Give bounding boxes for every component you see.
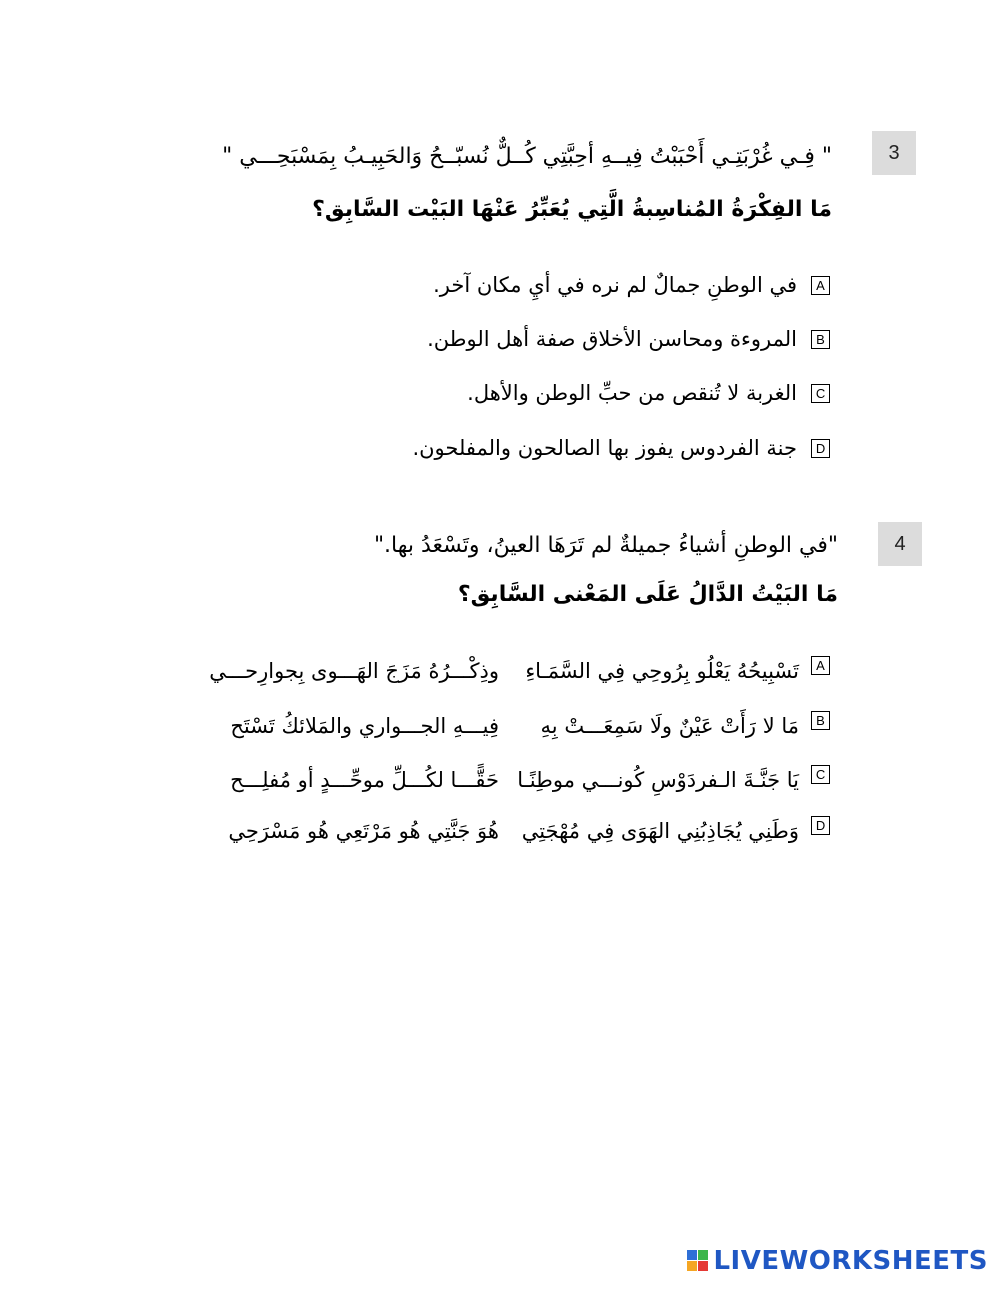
option-letter: D	[811, 439, 830, 458]
question-text: مَا البَيْتُ الدَّالُ عَلَى المَعْنى السَّابِق؟	[457, 582, 838, 607]
verse-first-hemistich: يَا جَنَّـةَ الـفردَوْسِ كُونـــي موطِنًـا	[517, 768, 799, 792]
option-letter: A	[811, 656, 830, 675]
liveworksheets-logo	[687, 1246, 988, 1276]
verse-first-hemistich: تَسْبِيحُهُ يَعْلُو بِرُوحِي فِي السَّمَـاءِ	[525, 659, 799, 683]
verse-second-hemistich: فِيـــهِ الجـــواري والمَلائكُ تَسْتَح	[230, 714, 499, 738]
question-prompt: " فِـي غُرْبَتِـي أَحْبَبْتُ فِيــهِ أحِبَّتِي كُــلٌّ نُسبّــحُ وَالحَبِيـبُ بِمَسْبَحِـــي "	[222, 144, 832, 169]
option-b[interactable]	[130, 324, 830, 354]
question-text: مَا الفِكْرَةُ المُناسِبةُ الَّتِي يُعَبِّرُ عَنْهَا البَيْت السَّابِق؟	[312, 197, 832, 222]
question-number	[878, 522, 922, 566]
brand-logo-icon	[687, 1250, 709, 1272]
option-text: المروءة ومحاسن الأخلاق صفة أهل الوطن.	[427, 327, 797, 351]
verse-first-hemistich: وَطَنِي يُجَاذِبُنِي الهَوَى فِي مُهْجَتِي	[521, 819, 799, 843]
option-letter: C	[811, 384, 830, 403]
verse-second-hemistich: وذِكْـــرُهُ مَزَجَ الهَـــوى بِجوارِحـــي	[209, 659, 499, 683]
option-text: جنة الفردوس يفوز بها الصالحون والمفلحون.	[412, 436, 797, 460]
option-text: في الوطنِ جمالٌ لم نره في أيِ مكان آخر.	[433, 273, 797, 297]
option-a[interactable]	[130, 270, 830, 300]
question-number-label: 3	[888, 141, 900, 164]
question-prompt: "في الوطنِ أشياءُ جميلةٌ لم تَرَهَا العينُ، وتَسْعَدُ بها."	[373, 533, 838, 558]
option-letter: B	[811, 330, 830, 349]
option-text: الغربة لا تُنقص من حبِّ الوطن والأهل.	[467, 381, 797, 405]
option-d[interactable]	[140, 814, 830, 848]
option-c[interactable]	[140, 763, 830, 797]
verse-first-hemistich: مَا لا رَأَتْ عَيْنٌ ولَا سَمِعَـــتْ بِهِ	[540, 714, 799, 738]
option-letter: D	[811, 816, 830, 835]
question-number	[872, 131, 916, 175]
option-letter: C	[811, 765, 830, 784]
verse-second-hemistich: حَقًّـــا لكُـــلِّ موحِّـــدٍ أو مُفلِـــح	[230, 768, 499, 792]
option-b[interactable]	[140, 709, 830, 743]
question-number-label: 4	[894, 532, 906, 555]
option-a[interactable]	[140, 654, 830, 688]
option-d[interactable]	[130, 433, 830, 463]
option-letter: B	[811, 711, 830, 730]
option-c[interactable]	[130, 378, 830, 408]
brand-text: LIVEWORKSHEETS	[713, 1246, 988, 1276]
option-letter: A	[811, 276, 830, 295]
verse-second-hemistich: هُوَ جَنَّتِي هُو مَرْتَعِي هُو مَسْرَحِي	[228, 819, 499, 843]
